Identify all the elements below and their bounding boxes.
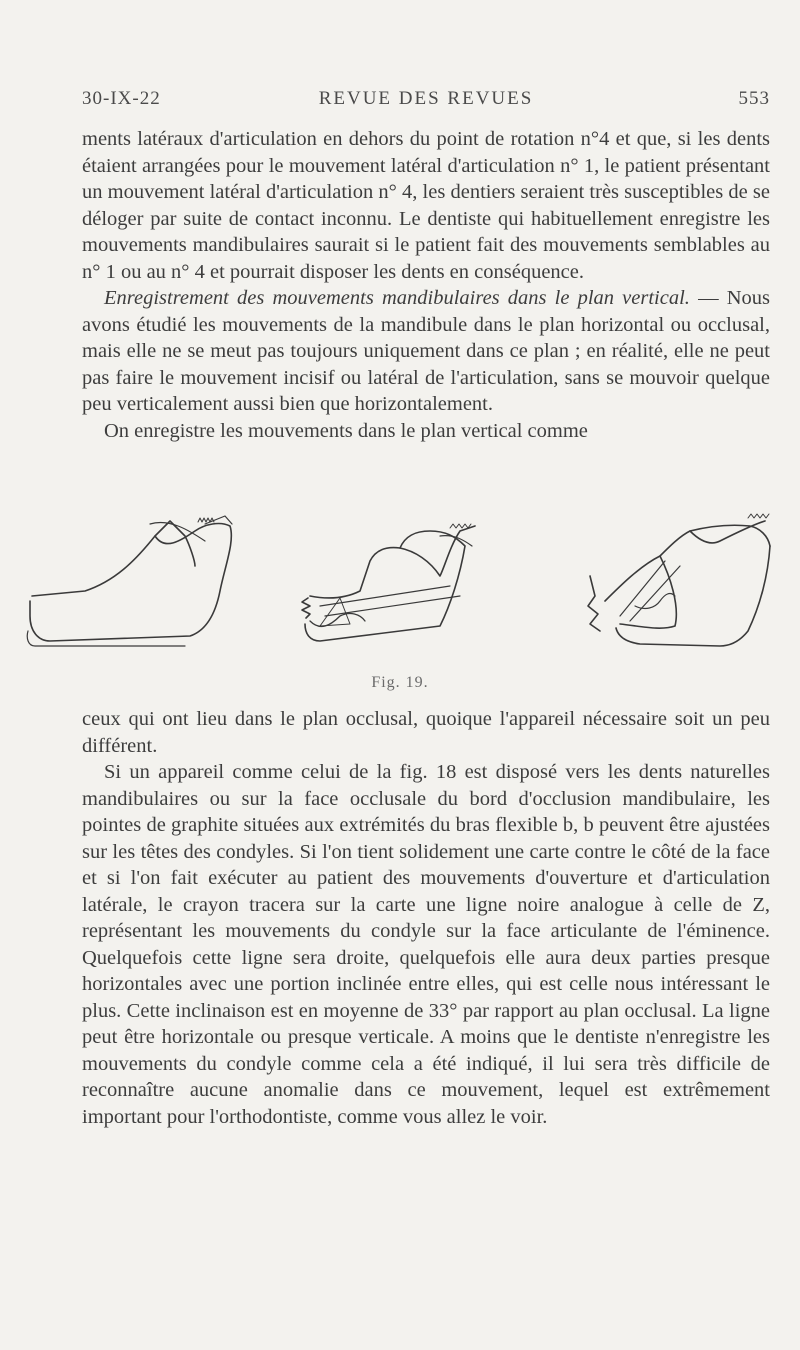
header-date: 30-IX-22 — [82, 88, 161, 109]
paragraph-1: ments latéraux d'articulation en dehors du point de rotation n°4 et que, si les dents étaient arrangées pour le mouvement latéral d'articulation n° 1, le patient présentant un mouvement latéral d'articulation n° 4, les dentiers seraient très susceptibles de se déloger par suite de contact inconnu. Le dentiste qui habituellement enregistre les mouvements mandibulaires saurait si le patient fait des mouvements semblables au n° 1 ou au n° 4 et pourrait disposer les dents en conséquence. — [82, 128, 770, 283]
jaw-drawing-right — [588, 514, 770, 646]
section-heading: Enregistrement des mouvements mandibulaires dans le plan vertical. — [104, 287, 690, 309]
figure-19-illustration — [20, 506, 790, 676]
section-paragraph — [82, 285, 770, 418]
text-block-bottom — [82, 706, 770, 1130]
paragraph-continuation: On enregistre les mouvements dans le plan vertical comme — [104, 419, 588, 442]
figure-caption: Fig. 19. — [371, 674, 429, 691]
text-block-top — [82, 126, 770, 444]
section-text: — Nous avons étudié les mouvements de la mandibule dans le plan horizontal ou occlusal, mais elle ne se meut pas toujours uniquement dans ce plan ; en réalité, elle ne peut pas faire le mouvement incisif ou latéral de l'articulation, sans se mouvoir quelque peu verticalement aussi bien que horizontalement. — [82, 287, 770, 415]
jaw-drawing-left — [27, 516, 232, 646]
header-title: REVUE DES REVUES — [318, 88, 534, 109]
paragraph-3: ceux qui ont lieu dans le plan occlusal, quoique l'appareil nécessaire soit un peu différent. — [82, 708, 770, 757]
jaw-drawing-middle — [302, 524, 475, 641]
running-header — [82, 88, 770, 118]
page-number: 553 — [738, 88, 770, 109]
paragraph-4: Si un appareil comme celui de la fig. 18 est disposé vers les dents naturelles mandibulaires ou sur la face occlusale du bord d'occlusion mandibulaire, les pointes de graphite situées aux extrémités du bras flexible b, b peuvent être ajustées sur les têtes des condyles. Si l'on tient solidement une carte contre le côté de la face et si l'on fait exécuter au patient des mouvements d'ouverture et d'articulation latérale, le crayon tracera sur la carte une ligne noire analogue à celle de Z, représentant les mouvements du condyle sur la face articulante de l'éminence. Quelquefois cette ligne sera droite, quelquefois elle aura deux parties presque horizontales avec une portion inclinée entre elles, qui est celle nous intéressant le plus. Cette inclinaison est en moyenne de 33° par rapport au plan occlusal. La ligne peut être horizontale ou presque verticale. A moins que le dentiste n'enregistre les mouvements du condyle comme cela a été indiqué, il lui sera très difficile de reconnaître aucune anomalie dans ce mouvement, lequel est extrêmement important pour l'orthodontiste, comme vous allez le voir. — [82, 761, 770, 1128]
